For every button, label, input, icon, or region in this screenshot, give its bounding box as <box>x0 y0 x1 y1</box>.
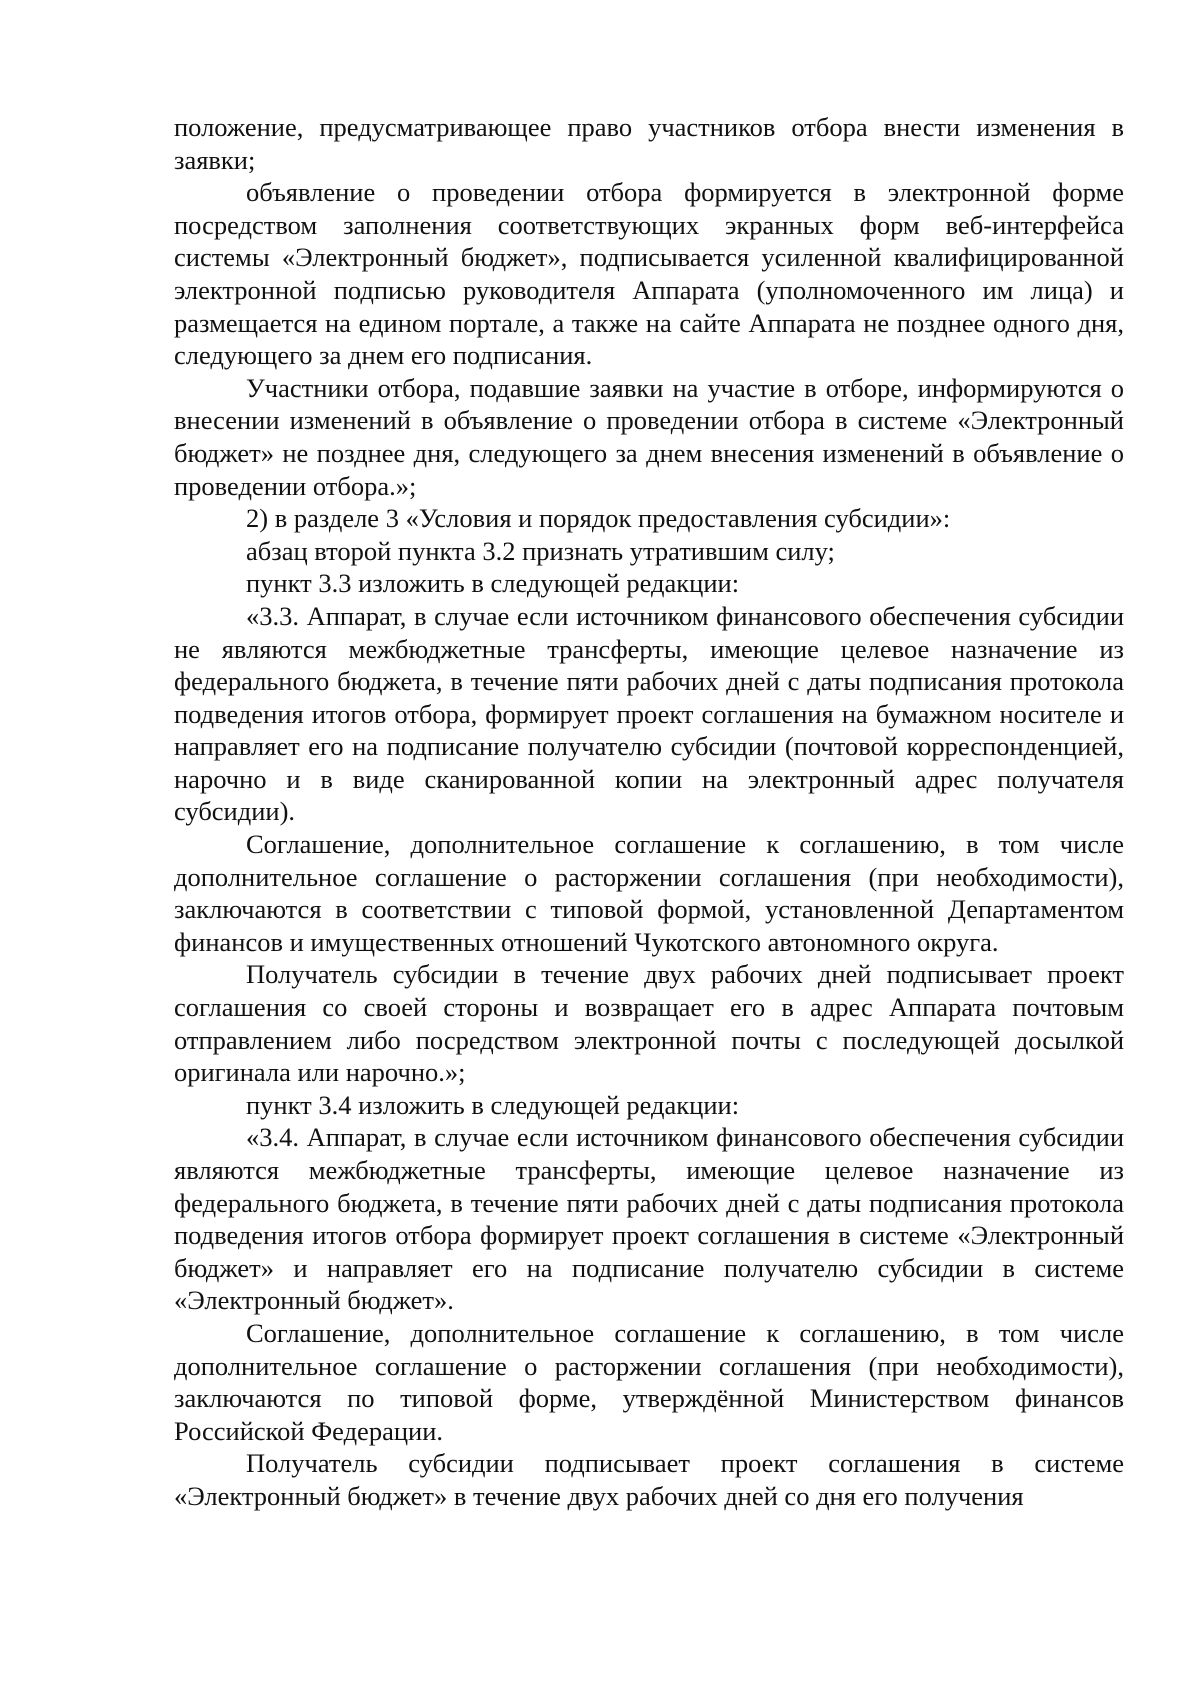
paragraph-9: Получатель субсидии в течение двух рабочих дней подписывает проект соглашения со своей стороны и возвращает его в адрес Аппарата почтовым отправлением либо посредством электронной почты с последующей досылкой оригинала или нарочно.»; <box>174 959 1124 1088</box>
paragraph-12: Соглашение, дополнительное соглашение к соглашению, в том числе дополнительное соглашение о расторжении соглашения (при необходимости), заключаются по типовой форме, утверждённой Министерством финансов Российской Федерации. <box>174 1317 1124 1446</box>
paragraph-6: пункт 3.3 изложить в следующей редакции: <box>246 568 740 599</box>
paragraph-13: Получатель субсидии подписывает проект соглашения в системе «Электронный бюджет» в течение двух рабочих дней со дня его получения <box>174 1448 1124 1511</box>
paragraph-7: «3.3. Аппарат, в случае если источником финансового обеспечения субсидии не являются межбюджетные трансферты, имеющие целевое назначение из федерального бюджета, в течение пяти рабочих дней с даты подписания протокола подведения итогов отбора, формирует проект соглашения на бумажном носителе и направляет его на подписание получателю субсидии (почтовой корреспонденцией, нарочно и в виде сканированной копии на электронный адрес получателя субсидии). <box>174 600 1124 827</box>
paragraph-11: «3.4. Аппарат, в случае если источником финансового обеспечения субсидии являются межбюджетные трансферты, имеющие целевое назначение из федерального бюджета, в течение пяти рабочих дней с даты подписания протокола подведения итогов отбора формирует проект соглашения в системе «Электронный бюджет» и направляет его на подписание получателю субсидии в системе «Электронный бюджет». <box>174 1122 1124 1316</box>
paragraph-2: объявление о проведении отбора формируется в электронной форме посредством заполнения соответствующих экранных форм веб-интерфейса системы «Электронный бюджет», подписывается усиленной квалифицированной электронной подписью руководителя Аппарата (уполномоченного им лица) и размещается на едином портале, а также на сайте Аппарата не позднее одного дня, следующего за днем его подписания. <box>174 177 1124 371</box>
document-body <box>174 111 1124 1513</box>
paragraph-4: 2) в разделе 3 «Условия и порядок предоставления субсидии»: <box>246 503 951 534</box>
paragraph-10: пункт 3.4 изложить в следующей редакции: <box>246 1089 740 1120</box>
paragraph-1: положение, предусматривающее право участников отбора внести изменения в заявки; <box>174 112 1124 175</box>
paragraph-8: Соглашение, дополнительное соглашение к соглашению, в том числе дополнительное соглашение о расторжении соглашения (при необходимости), заключаются в соответствии с типовой формой, установленной Департаментом финансов и имущественных отношений Чукотского автономного округа. <box>174 829 1124 957</box>
paragraph-3: Участники отбора, подавшие заявки на участие в отборе, информируются о внесении изменений в объявление о проведении отбора в системе «Электронный бюджет» не позднее дня, следующего за днем внесения изменений в объявление о проведении отбора.»; <box>174 372 1124 501</box>
paragraph-5: абзац второй пункта 3.2 признать утратившим силу; <box>246 535 835 566</box>
